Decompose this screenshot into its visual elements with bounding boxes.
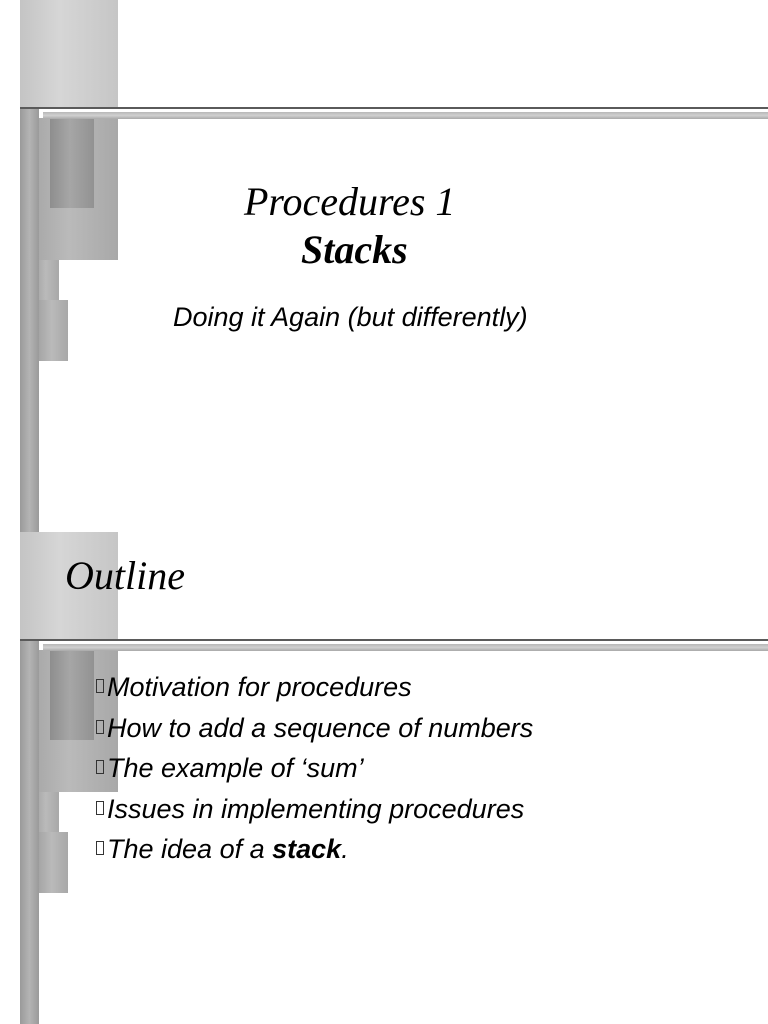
bullet-text-bold: stack — [272, 834, 342, 864]
slide-title-text: Procedures 1 — [244, 179, 456, 224]
square-bullet-icon — [96, 760, 104, 774]
decor-vertical-bar — [20, 108, 39, 532]
list-item — [96, 794, 533, 835]
decor-vertical-bar — [20, 640, 39, 1024]
bullet-text-prefix: The idea of a — [107, 834, 273, 864]
bullet-text: Issues in implementing procedures — [107, 793, 525, 824]
slide-subtitle-text: Stacks — [301, 227, 408, 272]
slide-outline — [0, 532, 768, 1024]
bullet-text: Motivation for procedures — [107, 672, 412, 702]
square-bullet-icon — [96, 841, 104, 855]
divider-rule — [20, 639, 768, 641]
outline-bullet-list — [96, 672, 533, 875]
outline-heading: Outline — [65, 553, 185, 598]
decor-block — [50, 650, 94, 740]
slide-tagline: Doing it Again (but differently) — [173, 302, 528, 332]
divider-rule — [43, 112, 768, 119]
list-item — [96, 713, 533, 754]
square-bullet-icon — [96, 720, 104, 734]
square-bullet-icon — [96, 801, 104, 815]
decor-block — [20, 0, 118, 108]
list-item — [96, 834, 533, 875]
decor-block — [50, 118, 94, 208]
decor-block — [38, 832, 68, 893]
square-bullet-icon — [96, 679, 104, 693]
bullet-text-suffix: . — [341, 834, 349, 864]
divider-rule — [43, 644, 768, 651]
divider-rule — [20, 107, 768, 109]
list-item — [96, 672, 533, 713]
bullet-text: The example of ‘sum’ — [107, 753, 364, 783]
decor-block — [38, 300, 68, 361]
list-item — [96, 753, 533, 794]
bullet-text: How to add a sequence of numbers — [107, 712, 534, 743]
